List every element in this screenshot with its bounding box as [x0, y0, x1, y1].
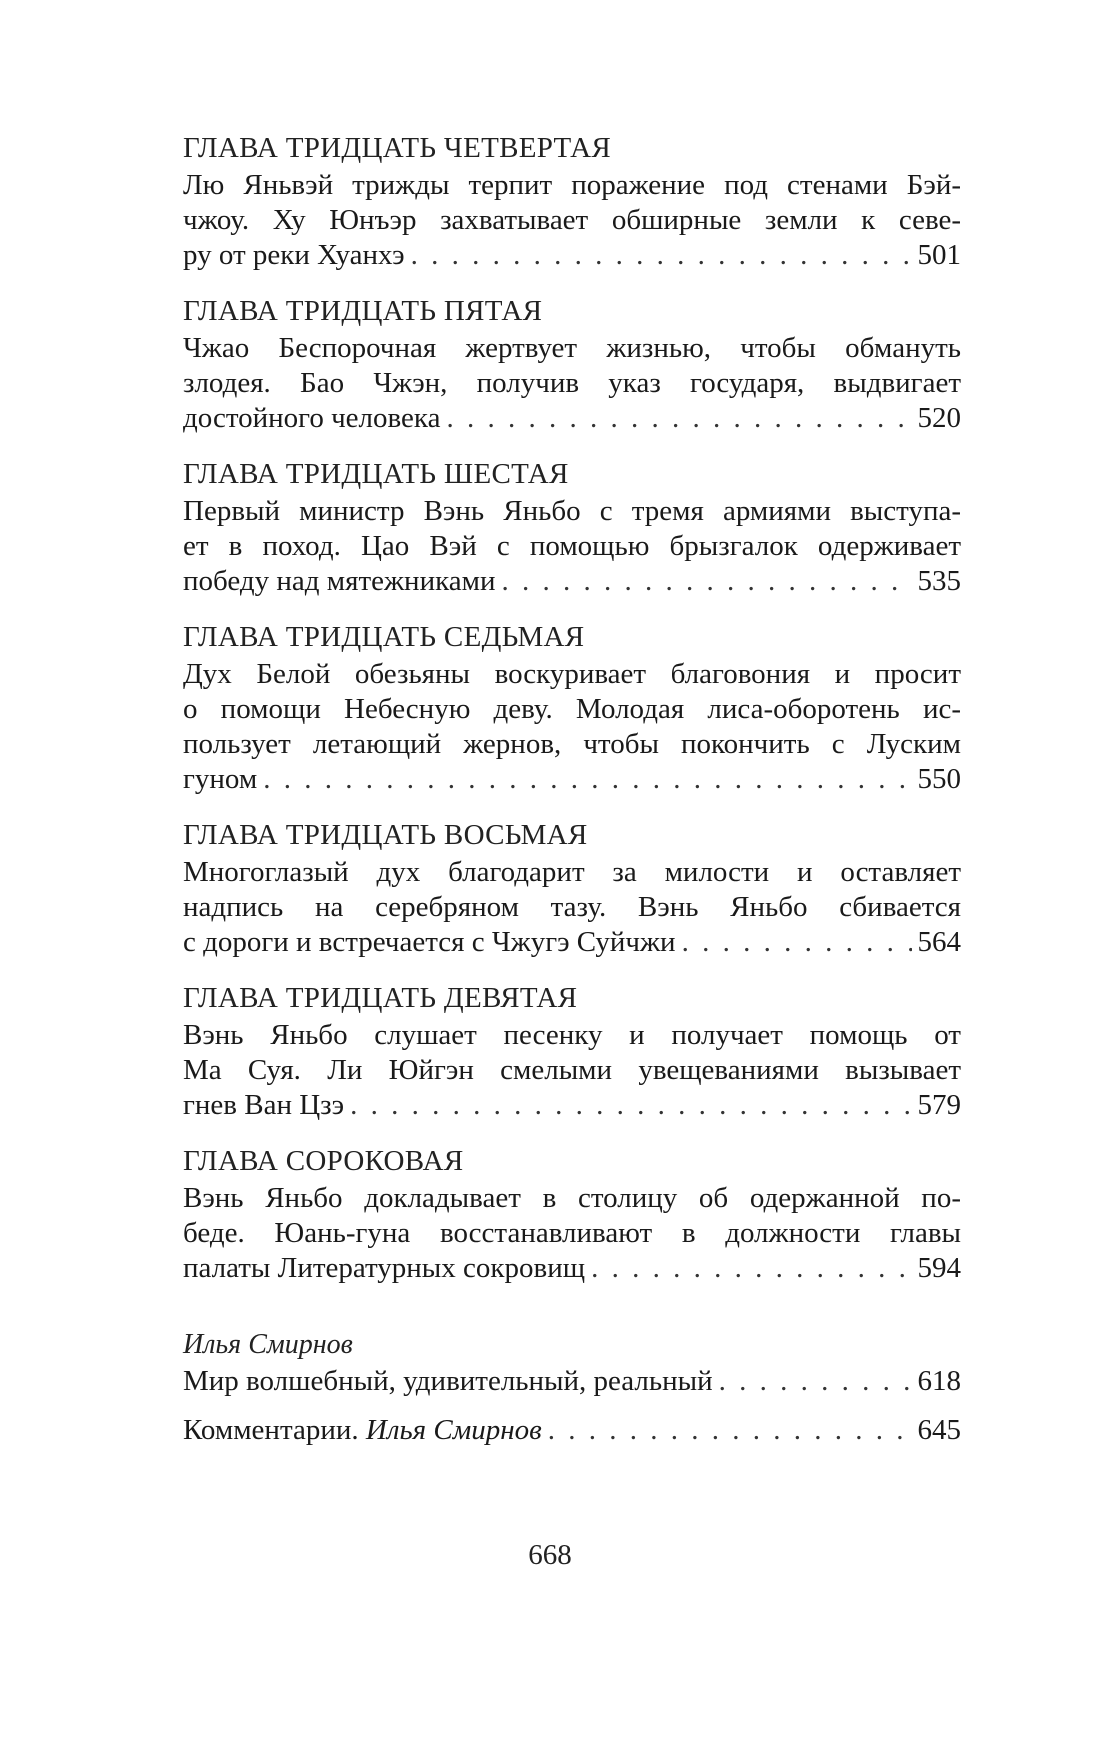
chapter-title: ГЛАВА ТРИДЦАТЬ СЕДЬМАЯ — [183, 621, 585, 653]
chapter-summary-line: Многоглазый дух благодарит за милости и оставляет — [183, 856, 961, 888]
page-number: 520 — [917, 402, 961, 434]
chapter-summary-line: Чжао Беспорочная жертвует жизнью, чтобы обмануть — [183, 332, 961, 364]
chapter-summary-last-line — [183, 401, 961, 436]
chapter-summary-last-line — [183, 1251, 961, 1286]
chapter-summary-end: победу над мятежниками — [183, 565, 496, 597]
dot-leader — [548, 1413, 912, 1448]
chapter-summary-end: гуном — [183, 763, 258, 795]
comments-label — [183, 1413, 542, 1448]
dot-leader — [502, 564, 912, 599]
afterword-author: Илья Смирнов — [183, 1329, 353, 1360]
dot-leader — [350, 1088, 911, 1123]
chapter-summary-line: Вэнь Яньбо докладывает в столицу об одержанной по- — [183, 1182, 961, 1214]
toc-entry-chapter-38 — [183, 815, 961, 960]
chapter-summary-line: Ма Суя. Ли Юйгэн смелыми увещеваниями вызывает — [183, 1054, 961, 1086]
chapter-summary-last-line — [183, 925, 961, 960]
chapter-title: ГЛАВА ТРИДЦАТЬ ПЯТАЯ — [183, 295, 543, 327]
dot-leader — [719, 1364, 912, 1399]
page-number: 579 — [917, 1089, 961, 1121]
chapter-title: ГЛАВА ТРИДЦАТЬ ВОСЬМАЯ — [183, 819, 588, 851]
page-number: 645 — [917, 1414, 961, 1446]
comments-title: Комментарии. — [183, 1414, 359, 1446]
page-number: 618 — [917, 1365, 961, 1397]
chapter-summary-line: Вэнь Яньбо слушает песенку и получает помощь от — [183, 1019, 961, 1051]
afterword-line — [183, 1364, 961, 1399]
toc-entry-chapter-37 — [183, 617, 961, 797]
chapter-summary-end: палаты Литературных сокровищ — [183, 1252, 586, 1284]
toc-entry-chapter-35 — [183, 291, 961, 436]
afterword-title: Мир волшебный, удивительный, реальный — [183, 1365, 713, 1397]
comments-line — [183, 1413, 961, 1448]
chapter-summary-last-line — [183, 1088, 961, 1123]
chapter-summary-line: беде. Юань-гуна восстанавливают в должности главы — [183, 1217, 961, 1249]
toc-entry-chapter-36 — [183, 454, 961, 599]
dot-leader — [591, 1251, 911, 1286]
toc-extra-section — [183, 1326, 961, 1448]
page-number: 501 — [917, 239, 961, 271]
chapter-summary-end: гнев Ван Цзэ — [183, 1089, 345, 1121]
chapter-summary-line: ет в поход. Цао Вэй с помощью брызгалок одерживает — [183, 530, 961, 562]
toc-entry-chapter-39 — [183, 978, 961, 1123]
chapter-summary-last-line — [183, 762, 961, 797]
chapter-summary-last-line — [183, 564, 961, 599]
dot-leader — [263, 762, 911, 797]
chapter-title: ГЛАВА СОРОКОВАЯ — [183, 1145, 464, 1177]
dot-leader — [446, 401, 911, 436]
chapter-summary-end: с дороги и встречается с Чжугэ Суйчжи — [183, 926, 676, 958]
folio-page-number: 668 — [528, 1539, 572, 1571]
page-number: 564 — [917, 926, 961, 958]
toc-entry-comments — [183, 1413, 961, 1448]
chapter-summary-end: достойного человека — [183, 402, 441, 434]
chapter-summary-line: Первый министр Вэнь Яньбо с тремя армиями выступа- — [183, 495, 961, 527]
chapter-summary-end: ру от реки Хуанхэ — [183, 239, 405, 271]
chapter-summary-line: чжоу. Ху Юнъэр захватывает обширные земли к севе- — [183, 204, 961, 236]
chapter-summary-last-line — [183, 238, 961, 273]
toc-entry-chapter-34 — [183, 128, 961, 273]
chapter-summary-line: злодея. Бао Чжэн, получив указ государя, выдвигает — [183, 367, 961, 399]
toc-entry-afterword — [183, 1326, 961, 1399]
chapter-summary-line: пользует летающий жернов, чтобы покончить с Луским — [183, 728, 961, 760]
chapter-summary-line: о помощи Небесную деву. Молодая лиса-оборотень ис- — [183, 693, 961, 725]
chapter-title: ГЛАВА ТРИДЦАТЬ ДЕВЯТАЯ — [183, 982, 578, 1014]
chapter-summary-line: Дух Белой обезьяны воскуривает благовония и просит — [183, 658, 961, 690]
table-of-contents — [183, 128, 961, 1462]
page-number: 535 — [917, 565, 961, 597]
comments-author: Илья Смирнов — [365, 1414, 542, 1446]
dot-leader — [682, 925, 912, 960]
page-number: 550 — [917, 763, 961, 795]
chapter-summary-line: Лю Яньвэй трижды терпит поражение под стенами Бэй- — [183, 169, 961, 201]
chapter-title: ГЛАВА ТРИДЦАТЬ ШЕСТАЯ — [183, 458, 569, 490]
toc-entry-chapter-40 — [183, 1141, 961, 1286]
chapter-summary-line: надпись на серебряном тазу. Вэнь Яньбо сбивается — [183, 891, 961, 923]
page-number: 594 — [917, 1252, 961, 1284]
dot-leader — [411, 238, 912, 273]
chapter-title: ГЛАВА ТРИДЦАТЬ ЧЕТВЕРТАЯ — [183, 132, 611, 164]
